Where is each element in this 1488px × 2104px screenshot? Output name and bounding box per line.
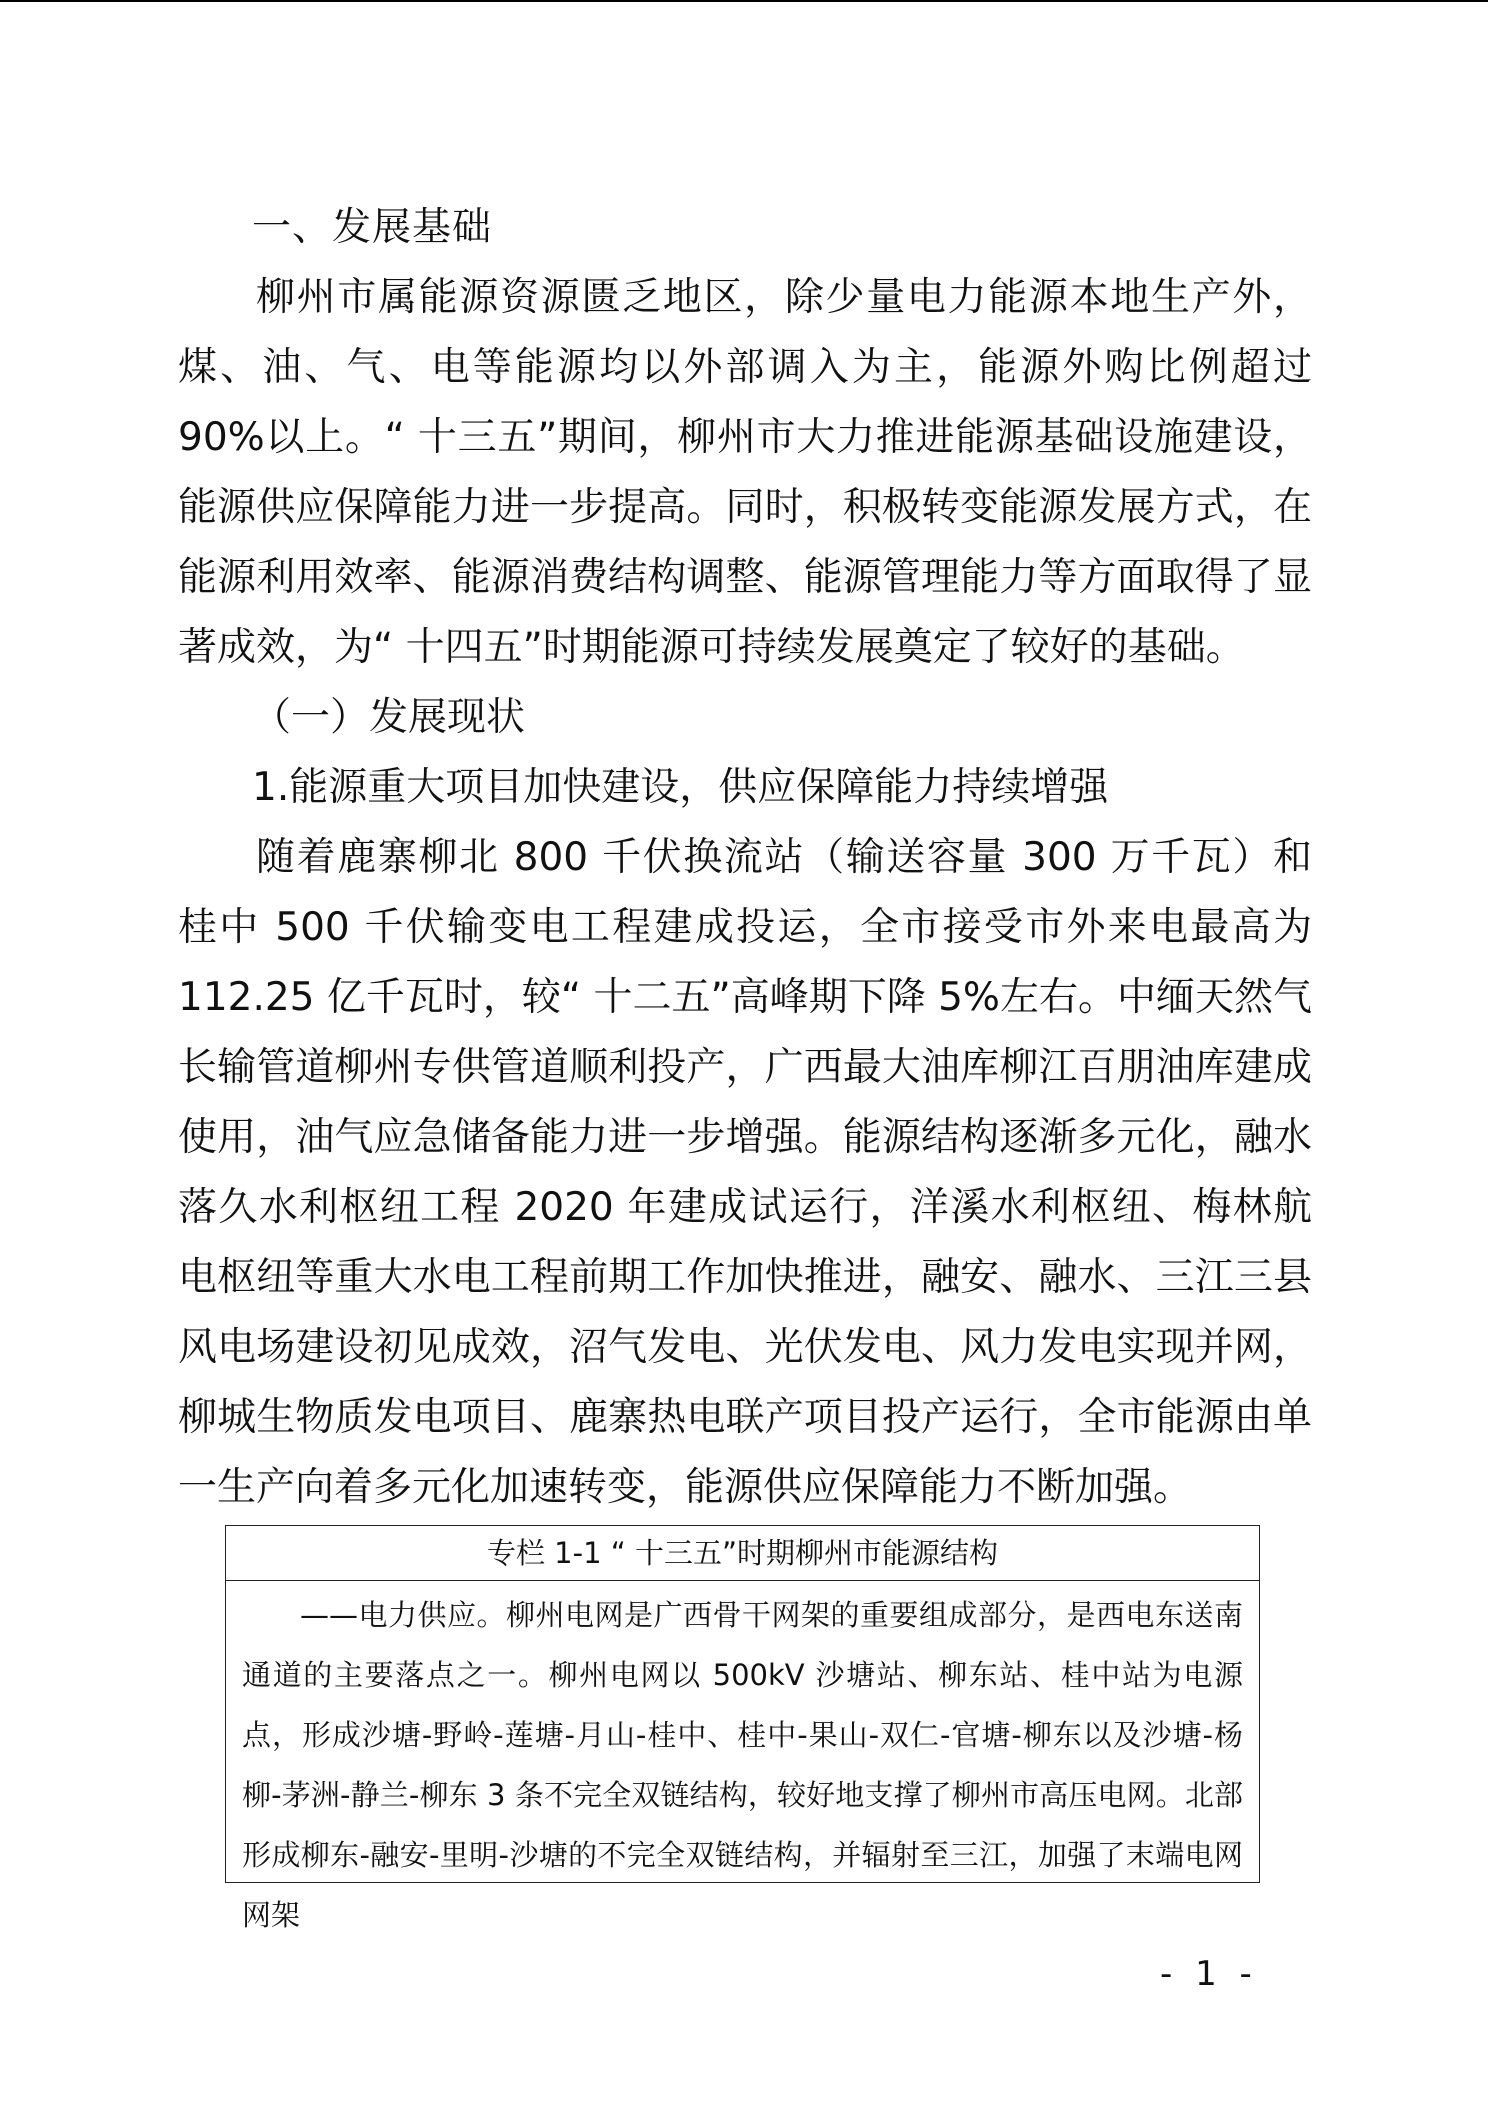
item-paragraph: 随着鹿寨柳北 800 千伏换流站（输送容量 300 万千瓦）和桂中 500 千伏输变电工程建成投运，全市接受市外来电最高为 112.25 亿千瓦时，较“ 十二五”高峰期下降 5%左右。中缅天然气长输管道柳州专供管道顺利投产，广西最大油库柳江百朋油库建成使用，油气应急储备能力进一步增强。能源结构逐渐多元化，融水落久水利枢纽工程 2020 年建成试运行，洋溪水利枢纽、梅林航电枢纽等重大水电工程前期工作加快推进，融安、融水、三江三县风电场建设初见成效，沼气发电、光伏发电、风力发电实现并网，柳城生物质发电项目、鹿寨热电联产项目投产运行，全市能源由单一生产向着多元化加速转变，能源供应保障能力不断加强。 bbox=[178, 835, 1312, 1510]
section-heading: 一、发展基础 bbox=[252, 205, 493, 250]
sidebar-box-title: 专栏 1-1 “ 十三五”时期柳州市能源结构 bbox=[226, 1526, 1259, 1581]
sidebar-box-body: ——电力供应。柳州电网是广西骨干网架的重要组成部分，是西电东送南通道的主要落点之一。柳州电网以 500kV 沙塘站、柳东站、桂中站为电源点，形成沙塘-野岭-莲塘-月山-桂中、桂中-果山-双仁-官塘-柳东以及沙塘-杨柳-茅洲-静兰-柳东 3 条不完全双链结构，较好地支撑了柳州市高压电网。北部形成柳东-融安-里明-沙塘的不完全双链结构，并辐射至三江，加强了末端电网网架 bbox=[242, 1598, 1243, 1932]
subsection-heading: （一）发展现状 bbox=[252, 695, 526, 740]
page-number: - 1 - bbox=[1160, 1954, 1258, 1994]
sidebar-box bbox=[225, 1525, 1260, 1932]
top-border-rule bbox=[0, 0, 1488, 2]
document-body bbox=[178, 193, 1312, 1523]
item-heading: 1.能源重大项目加快建设，供应保障能力持续增强 bbox=[252, 765, 1109, 810]
intro-paragraph: 柳州市属能源资源匮乏地区，除少量电力能源本地生产外，煤、油、气、电等能源均以外部调入为主，能源外购比例超过 90%以上。“ 十三五”期间，柳州市大力推进能源基础设施建设，能源供应保障能力进一步提高。同时，积极转变能源发展方式，在能源利用效率、能源消费结构调整、能源管理能力等方面取得了显著成效，为“ 十四五”时期能源可持续发展奠定了较好的基础。 bbox=[178, 275, 1312, 670]
